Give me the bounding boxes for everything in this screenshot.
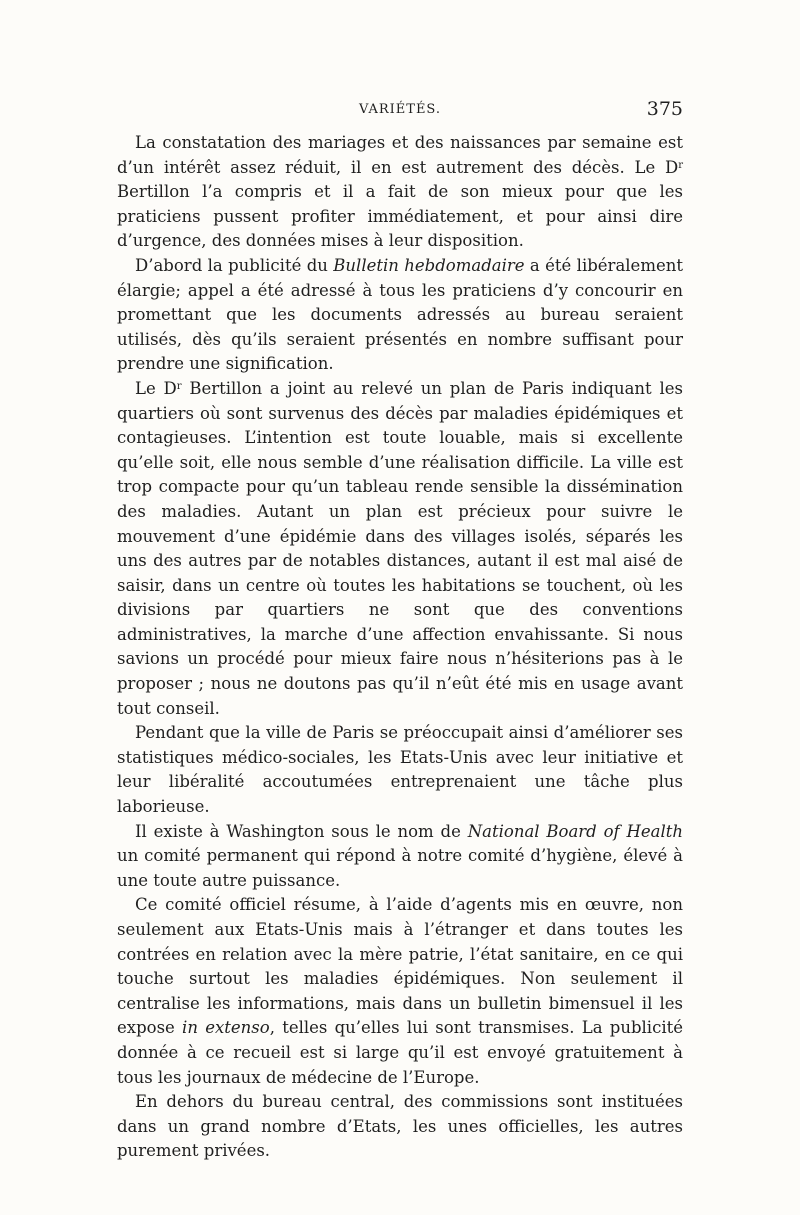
- superscript: r: [678, 159, 683, 171]
- paragraph: Il existe à Washington sous le nom de National Board of Health un comité permanent qui répond à notre comité d’hygiène, élevé à une toute autre puissance.: [117, 821, 683, 890]
- body-text: [117, 131, 683, 1164]
- italic-title: Bulletin hebdomadaire: [333, 255, 525, 275]
- paragraph: En dehors du bureau central, des commissions sont instituées dans un grand nombre d’Etats, les unes officielles, les autres purement privées.: [117, 1092, 683, 1161]
- paragraph: La constatation des mariages et des naissances par semaine est d’un intérêt assez réduit, il en est autrement des décès. Le $D^r$ Bertillon l’a compris et il a fait de son mieux pour que les praticiens pussent profiter immédiatement, et pour ainsi dire d’urgence, des données mises à leur disposition.: [117, 133, 683, 251]
- superscript: r: [176, 380, 182, 392]
- paragraph: Ce comité officiel résume, à l’aide d’agents mis en œuvre, non seulement aux Etats-Unis mais à l’étranger et dans toutes les contrées en relation avec la mère patrie, l’état sanitaire, en ce qui touche surtout les maladies épidémiques. Non seulement il centralise les informations, mais dans un bulletin bimensuel il les expose in extenso, telles qu’elles lui sont transmises. La publicité donnée à ce recueil est si large qu’il est envoyé gratuitement à tous les journaux de médecine de l’Europe.: [117, 895, 683, 1087]
- paragraph: D’abord la publicité du Bulletin hebdomadaire a été libéralement élargie; appel a été adressé à tous les praticiens d’y concourir en promettant que les documents adressés au bureau seraient utilisés, dès qu’ils seraient présentés en nombre suffisant pour prendre une signification.: [117, 255, 683, 374]
- running-title: VARIÉTÉS.: [358, 102, 442, 117]
- page-number: 375: [646, 98, 683, 120]
- italic-title: National Board of Health: [467, 821, 683, 841]
- italic-title: in extenso: [182, 1018, 270, 1038]
- running-head: [117, 98, 683, 126]
- paragraph: Pendant que la ville de Paris se préoccupait ainsi d’améliorer ses statistiques médico-sociales, les Etats-Unis avec leur initiative et leur libéralité accoutumées entreprenaient une tâche plus laborieuse.: [117, 723, 683, 817]
- paragraph: Le $D^r$ Bertillon a joint au relevé un plan de Paris indiquant les quartiers où sont survenus des décès par maladies épidémiques et contagieuses. L’intention est toute louable, mais si excellente qu’elle soit, elle nous semble d’une réalisation difficile. La ville est trop compacte pour qu’un tableau rende sensible la dissémination des maladies. Autant un plan est précieux pour suivre le mouvement d’une épidémie dans des villages isolés, séparés les uns des autres par de notables distances, autant il est mal aisé de saisir, dans un centre où toutes les habitations se touchent, où les divisions par quartiers ne sont que des conventions administratives, la marche d’une affection envahissante. Si nous savions un procédé pour mieux faire nous n’hésiterions pas à le proposer ; nous ne doutons pas qu’il n’eût été mis en usage avant tout conseil.: [117, 378, 683, 718]
